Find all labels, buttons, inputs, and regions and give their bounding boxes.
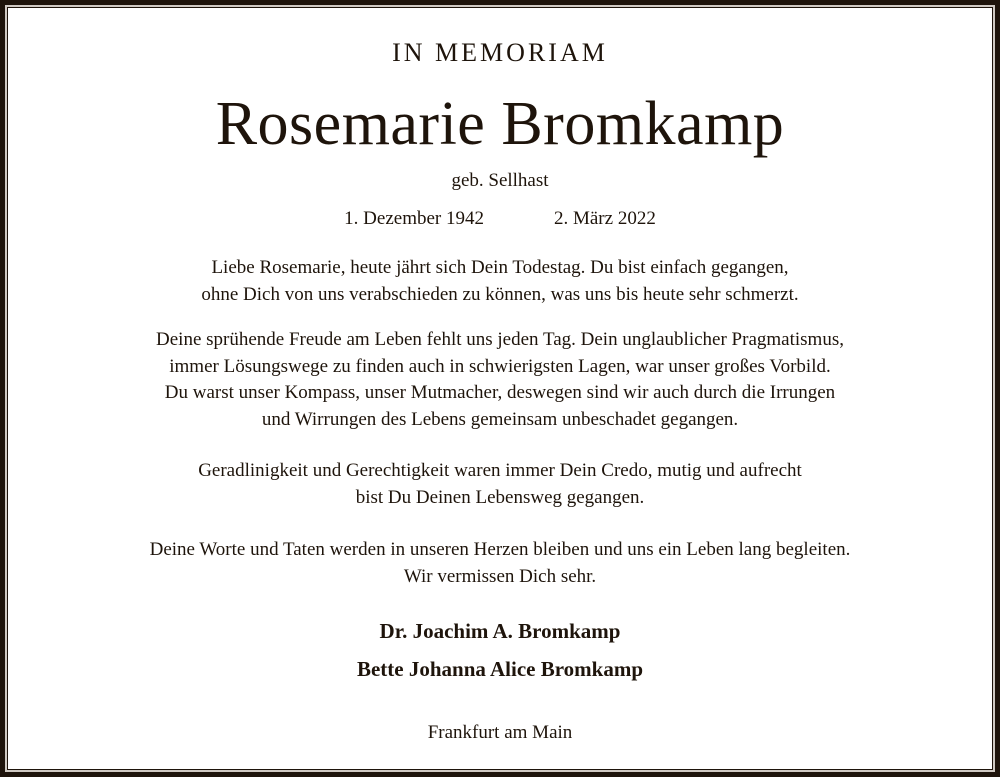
birth-date: 1. Dezember 1942 [344,208,484,229]
deceased-name: Rosemarie Bromkamp [215,90,785,158]
text-line: Deine Worte und Taten werden in unseren Herzen bleiben und uns ein Leben lang begleiten. [149,539,851,560]
text-line: Du warst unser Kompass, unser Mutmacher, deswegen sind wir auch durch die Irrungen [164,382,836,403]
signer-name: Bette Johanna Alice Bromkamp [356,657,644,681]
message-paragraph-2 [0,327,1000,433]
message-paragraph-4 [0,537,1000,590]
text-line: Deine sprühende Freude am Leben fehlt uns jeden Tag. Dein unglaublicher Pragmatismus, [156,329,844,350]
text-line: bist Du Deinen Lebensweg gegangen. [355,486,645,508]
memorial-kicker: IN MEMORIAM [392,38,608,67]
message-paragraph-1 [0,255,1000,308]
text-line: ohne Dich von uns verabschieden zu können, was uns bis heute sehr schmerzt. [201,283,799,305]
signer-name: Dr. Joachim A. Bromkamp [379,619,621,643]
death-date: 2. März 2022 [553,208,656,229]
maiden-name: geb. Sellhast [451,170,549,191]
text-line: und Wirrungen des Lebens gemeinsam unbeschadet gegangen. [261,408,739,430]
text-line: immer Lösungswege zu finden auch in schwierigsten Lagen, war unser großes Vorbild. [169,355,831,377]
message-paragraph-3 [0,458,1000,511]
text-line: Liebe Rosemarie, heute jährt sich Dein Todestag. Du bist einfach gegangen, [211,257,789,278]
text-line: Geradlinigkeit und Gerechtigkeit waren immer Dein Credo, mutig und aufrecht [198,460,802,481]
life-dates [0,206,1000,232]
text-line: Wir vermissen Dich sehr. [403,565,597,587]
place-name: Frankfurt am Main [427,722,573,743]
